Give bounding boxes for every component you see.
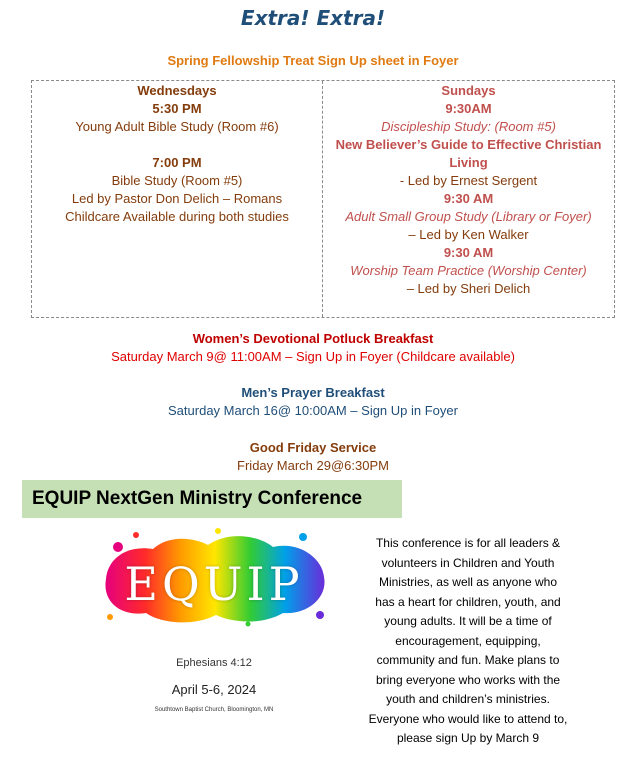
equip-flyer: [88, 527, 340, 727]
conference-description: This conference is for all leaders & volunteers in Children and Youth Ministries, as well as anyone who has a heart for children, youth, and young adults. It will be a time of encouragement, equipping, community and fun. Make plans to bring everyone who works with the youth and children’s ministries. Everyone who would like to attend to, please sign Up by March 9: [368, 536, 568, 745]
wed-item-2: Bible Study (Room #5): [111, 173, 243, 188]
women-breakfast-detail: Saturday March 9@ 11:00AM – Sign Up in Foyer (Childcare available): [111, 349, 515, 364]
flyer-dates: April 5-6, 2024: [171, 682, 257, 697]
flyer-verse: Ephesians 4:12: [176, 657, 252, 669]
schedule-table: [31, 80, 615, 318]
wed-childcare: Childcare Available during both studies: [65, 209, 289, 224]
wed-time-2: 7:00 PM: [152, 155, 202, 170]
sun-item-2: Adult Small Group Study (Library or Foyer): [345, 209, 592, 224]
sun-time-3: 9:30 AM: [443, 245, 494, 260]
men-breakfast-title: Men’s Prayer Breakfast: [241, 385, 385, 400]
sun-item-1: Discipleship Study: (Room #5): [381, 119, 556, 134]
women-breakfast-title: Women’s Devotional Potluck Breakfast: [192, 331, 434, 346]
sun-item-3: Worship Team Practice (Worship Center): [350, 263, 587, 278]
equip-logo-text: EQUIP: [124, 557, 304, 611]
newsletter-title: Extra! Extra!: [240, 6, 386, 30]
sun-item-1-sub: New Believer’s Guide to Effective Christian Living: [335, 137, 602, 170]
wednesdays-column: [32, 81, 323, 317]
wed-item-1: Young Adult Bible Study (Room #6): [75, 119, 279, 134]
good-friday-detail: Friday March 29@6:30PM: [237, 458, 389, 473]
wednesdays-heading: Wednesdays: [137, 83, 217, 98]
men-breakfast-event: [0, 384, 626, 420]
sundays-heading: Sundays: [441, 83, 496, 98]
sun-time-2: 9:30 AM: [443, 191, 494, 206]
men-breakfast-detail: Saturday March 16@ 10:00AM – Sign Up in Foyer: [168, 403, 458, 418]
sun-item-3-leader: – Led by Sheri Delich: [406, 281, 531, 296]
sundays-column: [323, 81, 614, 317]
sun-time-1: 9:30AM: [445, 101, 492, 116]
wed-time-1: 5:30 PM: [152, 101, 202, 116]
conference-banner: EQUIP NextGen Ministry Conference: [22, 480, 402, 518]
good-friday-event: [0, 439, 626, 475]
sun-item-2-leader: – Led by Ken Walker: [408, 227, 529, 242]
wed-item-2-leader: Led by Pastor Don Delich – Romans: [71, 191, 283, 206]
sun-item-1-leader: - Led by Ernest Sergent: [399, 173, 538, 188]
good-friday-title: Good Friday Service: [249, 440, 377, 455]
signup-note: Spring Fellowship Treat Sign Up sheet in Foyer: [167, 53, 459, 68]
flyer-venue: Southtown Baptist Church, Bloomington, MN: [154, 707, 274, 713]
women-breakfast-event: [0, 330, 626, 366]
